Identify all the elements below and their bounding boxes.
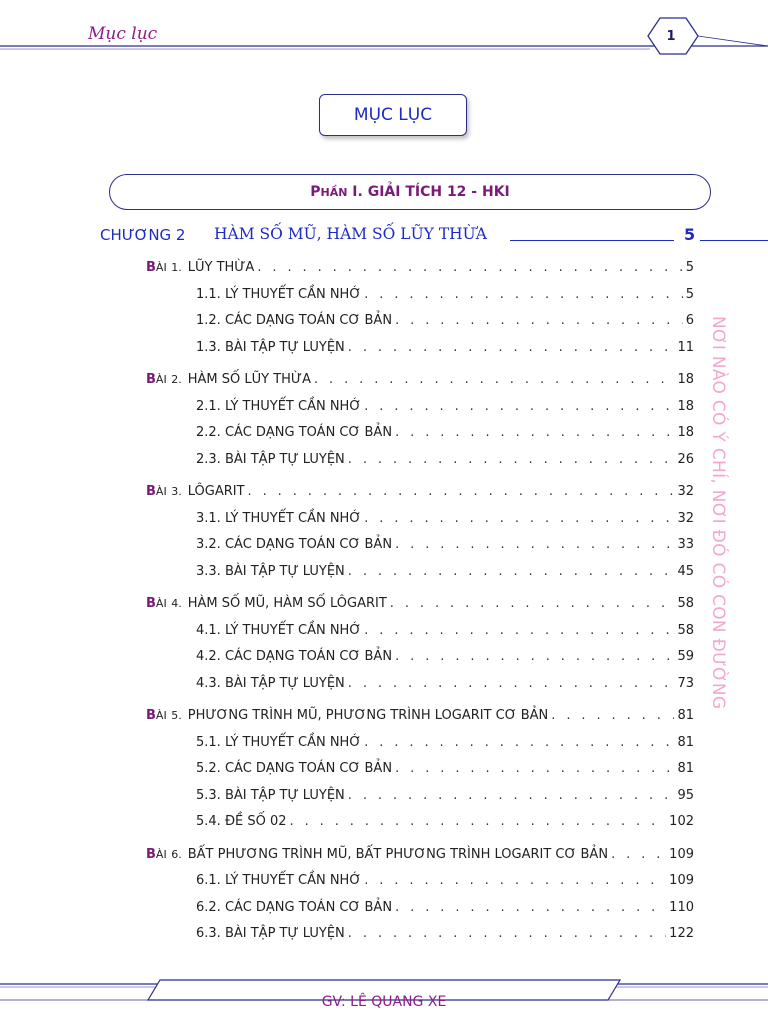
dot-leader [348, 564, 675, 579]
dot-leader [364, 623, 674, 638]
lesson-tag: BÀI 1. [146, 260, 182, 275]
lesson-tag: BÀI 2. [146, 372, 182, 387]
lesson-tag: BÀI 4. [146, 596, 182, 611]
section-entry[interactable] [196, 900, 694, 920]
section-number: 1.2. [196, 313, 221, 328]
section-title: BÀI TẬP TỰ LUYỆN [224, 787, 345, 803]
dot-leader [364, 511, 674, 526]
section-number: 5.1. [196, 734, 221, 750]
section-number: 5.4. [196, 814, 221, 829]
chapter-label: CHƯƠNG 2 [100, 226, 186, 244]
section-number: 6.1. [196, 873, 221, 888]
lesson-entry[interactable] [146, 260, 694, 280]
chapter-entry[interactable] [100, 226, 768, 248]
section-number: 5.3. [196, 787, 221, 803]
lesson-title: LÔGARIT [187, 484, 245, 499]
section-number: 4.3. [196, 675, 221, 691]
dot-leader [348, 340, 675, 355]
section-number: 2.3. [196, 451, 221, 467]
chapter-page: 5 [684, 225, 696, 244]
section-page: 11 [677, 339, 694, 355]
side-motto-text: NƠI NÀO CÓ Ý CHÍ, NƠI ĐÓ CÓ CON ĐƯỜNG [708, 316, 728, 710]
section-entry[interactable] [196, 676, 694, 696]
section-title: CÁC DẠNG TOÁN CƠ BẢN [224, 425, 393, 440]
lesson-title: BẤT PHƯƠNG TRÌNH MŨ, BẤT PHƯƠNG TRÌNH LOGARIT CƠ BẢN [187, 846, 609, 862]
section-title: ĐỀ SỐ 02 [224, 814, 287, 829]
lesson-entry[interactable] [146, 596, 694, 616]
part-prefix-small: HẦN [320, 185, 348, 199]
section-number: 4.2. [196, 649, 221, 664]
section-page: 45 [677, 563, 694, 579]
section-number: 2.2. [196, 425, 221, 440]
dot-leader [551, 708, 674, 723]
dot-leader [395, 537, 674, 552]
dot-leader [364, 873, 666, 888]
section-entry[interactable] [196, 926, 694, 946]
section-number: 3.3. [196, 563, 221, 579]
section-page: 5 [685, 286, 694, 302]
section-entry[interactable] [196, 623, 694, 643]
dot-leader [395, 900, 666, 915]
section-title: LÝ THUYẾT CẦN NHỚ [224, 286, 362, 302]
section-page: 110 [669, 899, 694, 915]
section-entry[interactable] [196, 511, 694, 531]
section-number: 5.2. [196, 761, 221, 776]
chapter-title: HÀM SỐ MŨ, HÀM SỐ LŨY THỪA [214, 225, 487, 243]
section-title: CÁC DẠNG TOÁN CƠ BẢN [224, 537, 393, 552]
lesson-page: 58 [677, 596, 694, 611]
section-entry[interactable] [196, 873, 694, 893]
dot-leader [248, 484, 675, 499]
lesson-tag: BÀI 6. [146, 846, 182, 862]
section-entry[interactable] [196, 287, 694, 307]
section-entry[interactable] [196, 735, 694, 755]
dot-leader [257, 260, 682, 275]
dot-leader [348, 926, 666, 941]
section-number: 3.2. [196, 537, 221, 552]
part-header [109, 174, 711, 210]
section-page: 59 [677, 649, 694, 664]
dot-leader [395, 313, 683, 328]
section-entry[interactable] [196, 537, 694, 557]
lesson-entry[interactable] [146, 708, 694, 728]
lesson-page: 109 [669, 846, 694, 862]
dot-leader [395, 649, 674, 664]
section-page: 73 [677, 675, 694, 691]
section-number: 2.1. [196, 398, 221, 414]
lesson-title: HÀM SỐ LŨY THỪA [187, 372, 311, 387]
part-prefix-big: P [310, 184, 321, 200]
lesson-title: LŨY THỪA [187, 260, 255, 275]
dot-leader [348, 452, 675, 467]
section-page: 18 [677, 425, 694, 440]
lesson-page: 18 [677, 372, 694, 387]
dot-leader [611, 847, 666, 862]
dot-leader [348, 676, 675, 691]
lesson-entry[interactable] [146, 484, 694, 504]
section-entry[interactable] [196, 399, 694, 419]
section-entry[interactable] [196, 425, 694, 445]
dot-leader [314, 372, 674, 387]
section-entry[interactable] [196, 814, 694, 834]
lesson-page: 32 [677, 484, 694, 499]
section-page: 32 [677, 510, 694, 526]
dot-leader [364, 735, 674, 750]
section-number: 1.1. [196, 286, 221, 302]
section-page: 122 [669, 926, 694, 941]
section-title: BÀI TẬP TỰ LUYỆN [224, 563, 345, 579]
lesson-page: 81 [677, 708, 694, 723]
header-title: Mục lục [88, 24, 158, 44]
section-page: 81 [677, 761, 694, 776]
section-number: 6.2. [196, 899, 221, 915]
section-page: 33 [677, 537, 694, 552]
lesson-title: HÀM SỐ MŨ, HÀM SỐ LÔGARIT [187, 596, 387, 611]
section-number: 1.3. [196, 339, 221, 355]
section-title: CÁC DẠNG TOÁN CƠ BẢN [224, 761, 393, 776]
section-title: BÀI TẬP TỰ LUYỆN [224, 675, 345, 691]
dot-leader [390, 596, 675, 611]
dot-leader [395, 425, 674, 440]
section-entry[interactable] [196, 452, 694, 472]
dot-leader [364, 399, 674, 414]
section-page: 81 [677, 734, 694, 750]
section-page: 26 [677, 451, 694, 467]
side-motto [708, 316, 748, 716]
section-number: 4.1. [196, 622, 221, 638]
section-entry[interactable] [196, 340, 694, 360]
section-entry[interactable] [196, 564, 694, 584]
dot-leader [348, 788, 675, 803]
page-number: 1 [666, 28, 676, 44]
lesson-entry[interactable] [146, 372, 694, 392]
section-title: LÝ THUYẾT CẦN NHỚ [224, 398, 362, 414]
lesson-title: PHƯƠNG TRÌNH MŨ, PHƯƠNG TRÌNH LOGARIT CƠ BẢN [187, 708, 549, 723]
section-page: 58 [677, 622, 694, 638]
section-page: 18 [677, 398, 694, 414]
lesson-page: 5 [685, 260, 694, 275]
section-number: 3.1. [196, 510, 221, 526]
section-title: LÝ THUYẾT CẦN NHỚ [224, 873, 362, 888]
part-label: I. GIẢI TÍCH 12 - HKI [352, 184, 510, 200]
dot-leader [290, 814, 667, 829]
chapter-rule [700, 240, 768, 241]
lesson-entry[interactable] [146, 847, 694, 867]
section-page: 95 [677, 787, 694, 803]
section-title: CÁC DẠNG TOÁN CƠ BẢN [224, 899, 393, 915]
section-page: 109 [669, 873, 694, 888]
footer-author: GV: LÊ QUANG XE [321, 994, 447, 1010]
section-title: BÀI TẬP TỰ LUYỆN [224, 451, 345, 467]
lesson-tag: BÀI 5. [146, 708, 182, 723]
section-entry[interactable] [196, 761, 694, 781]
section-number: 6.3. [196, 926, 221, 941]
dot-leader [395, 761, 674, 776]
toc-title: MỤC LỤC [319, 94, 467, 136]
section-title: CÁC DẠNG TOÁN CƠ BẢN [224, 649, 393, 664]
section-page: 6 [685, 313, 694, 328]
section-entry[interactable] [196, 313, 694, 333]
section-title: BÀI TẬP TỰ LUYỆN [224, 339, 345, 355]
section-entry[interactable] [196, 649, 694, 669]
section-title: CÁC DẠNG TOÁN CƠ BẢN [224, 313, 393, 328]
dot-leader [364, 287, 683, 302]
section-entry[interactable] [196, 788, 694, 808]
section-title: LÝ THUYẾT CẦN NHỚ [224, 734, 362, 750]
section-title: LÝ THUYẾT CẦN NHỚ [224, 622, 362, 638]
section-page: 102 [669, 814, 694, 829]
lesson-tag: BÀI 3. [146, 484, 182, 499]
section-title: BÀI TẬP TỰ LUYỆN [224, 926, 345, 941]
section-title: LÝ THUYẾT CẦN NHỚ [224, 510, 362, 526]
chapter-leader [510, 240, 674, 241]
